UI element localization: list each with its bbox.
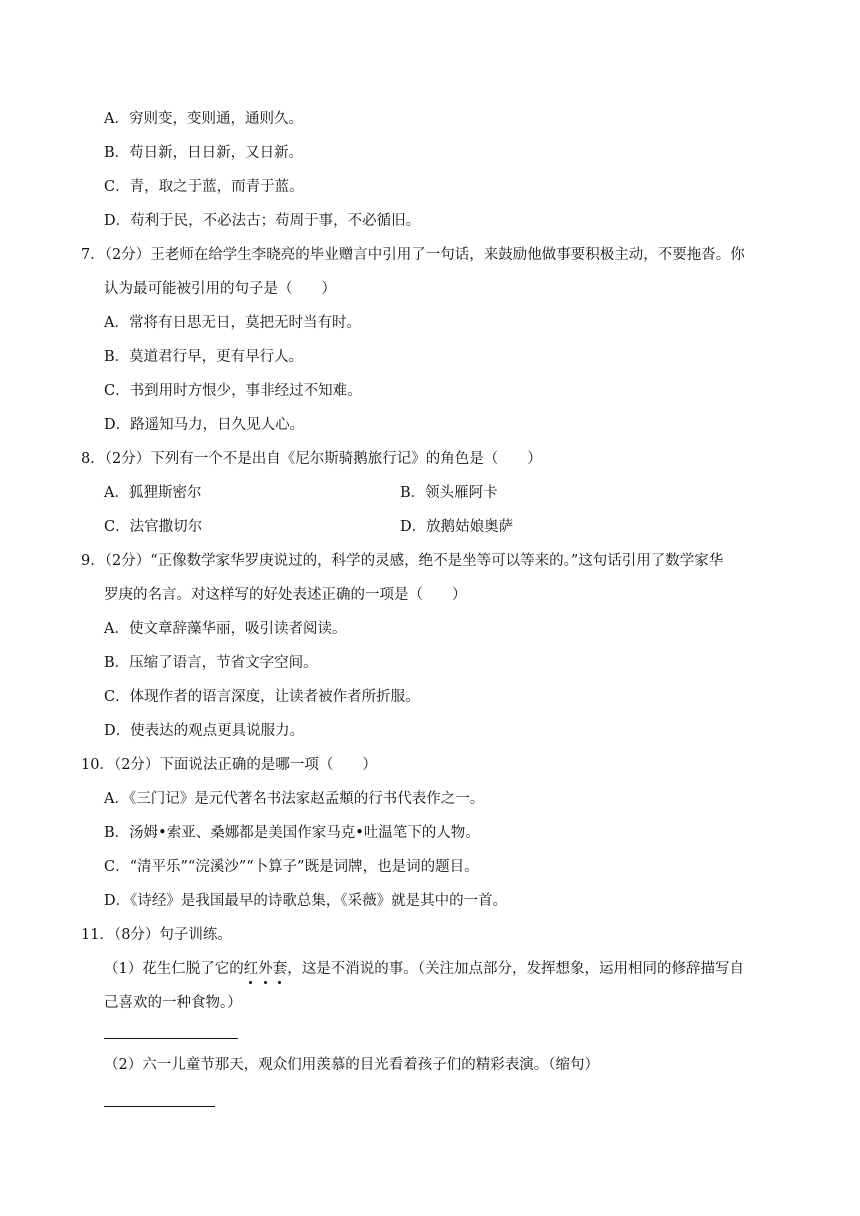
q8-option-c: C．法官撒切尔 [104, 519, 203, 535]
q9-stem-line1: 9．（2分）“正像数学家华罗庚说过的，科学的灵感，绝不是坐等可以等来的。”这句话引用了数学家华 [81, 553, 724, 569]
q10-option-b: B．汤姆•索亚、桑娜都是美国作家马克•吐温笔下的人物。 [104, 825, 480, 841]
q6-option-d: D．苟利于民，不必法古；苟周于事，不必循旧。 [104, 213, 421, 229]
q10-option-a: A．《三门记》是元代著名书法家赵孟頫的行书代表作之一。 [104, 791, 485, 807]
q11-sub2: （2）六一儿童节那天，观众们用羡慕的目光看着孩子们的精彩表演。（缩句） [104, 1057, 599, 1073]
q7-option-d: D．路遥知马力，日久见人心。 [104, 417, 305, 433]
q7-option-a: A．常将有日思无日，莫把无时当有时。 [104, 315, 361, 331]
q10-option-d: D．《诗经》是我国最早的诗歌总集，《采薇》就是其中的一首。 [104, 893, 508, 909]
q7-stem-line2: 认为最可能被引用的句子是（ ） [104, 281, 336, 297]
q11-sub1-post: ，这是不消说的事。（关注加点部分，发挥想象，运用相同的修辞描写自 [287, 961, 744, 977]
q11-sub1-pre: （1）花生仁脱了它的 [104, 961, 244, 977]
q9-option-d: D．使表达的观点更具说服力。 [104, 723, 305, 739]
q8-option-b: B．领头雁阿卡 [400, 485, 498, 501]
emphasis-char-2: 外 [258, 961, 273, 977]
q6-option-a: A．穷则变，变则通，通则久。 [104, 111, 303, 127]
q6-option-b: B．苟日新，日日新，又日新。 [104, 145, 304, 161]
emphasis-char-1: 红 [243, 961, 259, 977]
q10-stem: 10．（2分）下面说法正确的是哪一项（ ） [81, 757, 377, 773]
q7-option-b: B．莫道君行早，更有早行人。 [104, 349, 304, 365]
q8-stem: 8．（2分）下列有一个不是出自《尼尔斯骑鹅旅行记》的角色是（ ） [81, 451, 542, 467]
emphasis-char-3: 套 [272, 961, 288, 977]
q8-option-d: D．放鹅姑娘奥萨 [400, 519, 514, 535]
q8-option-a: A．狐狸斯密尔 [104, 485, 202, 501]
q9-option-b: B．压缩了语言，节省文字空间。 [104, 655, 318, 671]
q9-option-a: A．使文章辞藻华丽，吸引读者阅读。 [104, 621, 347, 637]
q11-stem: 11．（8分）句子训练。 [81, 927, 232, 943]
q7-option-c: C．书到用时方恨少，事非经过不知难。 [104, 383, 362, 399]
q6-option-c: C．青，取之于蓝，而青于蓝。 [104, 179, 304, 195]
q10-option-c: C．“清平乐”“浣溪沙”“卜算子”既是词牌，也是词的题目。 [104, 859, 479, 875]
answer-blank-2[interactable] [104, 1106, 215, 1107]
q11-sub1-line2: 己喜欢的一种食物。） [104, 995, 242, 1011]
answer-blank-1[interactable] [104, 1038, 238, 1039]
q11-sub1-line1 [104, 959, 744, 979]
q7-stem-line1: 7．（2分）王老师在给学生李晓亮的毕业赠言中引用了一句话，来鼓励他做事要积极主动，不要拖沓。你 [81, 247, 745, 263]
q9-stem-line2: 罗庚的名言。对这样写的好处表述正确的一项是（ ） [104, 587, 467, 603]
q9-option-c: C．体现作者的语言深度，让读者被作者所折服。 [104, 689, 420, 705]
